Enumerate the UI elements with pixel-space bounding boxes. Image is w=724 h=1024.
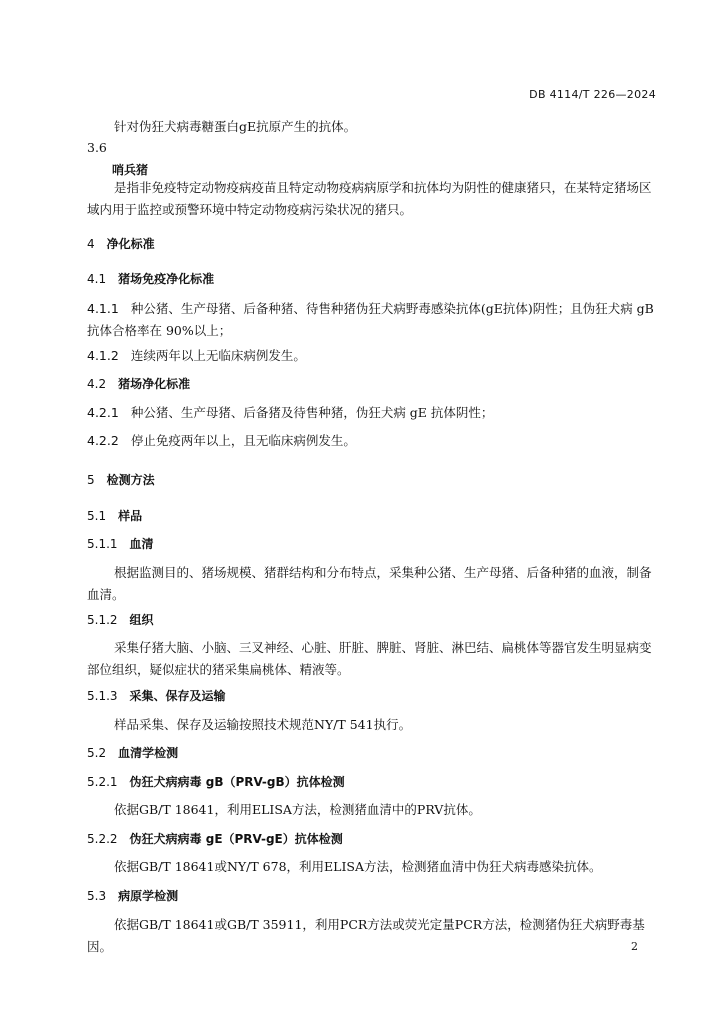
clause-5-1-3-heading bbox=[87, 685, 657, 707]
clause-5-1-2-heading bbox=[87, 609, 657, 631]
clause-title: 伪狂犬病病毒 gE（PRV-gE）抗体检测 bbox=[129, 832, 343, 846]
clause-text: 连续两年以上无临床病例发生。 bbox=[130, 348, 306, 363]
section-4-heading bbox=[87, 233, 657, 255]
clause-5-2-1-heading bbox=[87, 771, 657, 793]
clause-number: 4.1.1 bbox=[87, 301, 119, 316]
clause-4-2-1 bbox=[87, 402, 657, 424]
clause-4-1-1 bbox=[87, 298, 657, 342]
clause-5-2-heading bbox=[87, 742, 657, 764]
clause-5-2-1-text: 依据GB/T 18641，利用ELISA方法，检测猪血清中的PRV抗体。 bbox=[114, 802, 481, 817]
clause-text: 停止免疫两年以上，且无临床病例发生。 bbox=[130, 433, 356, 448]
clause-title: 伪狂犬病病毒 gB（PRV-gB）抗体检测 bbox=[129, 775, 345, 789]
clause-5-3-heading bbox=[87, 885, 657, 907]
clause-4-1-2 bbox=[87, 345, 657, 367]
clause-4-2-heading bbox=[87, 373, 657, 395]
term-definition: 是指非免疫特定动物疫病疫苗且特定动物疫病病原学和抗体均为阴性的健康猪只，在某特定猪场区域内用于监控或预警环境中特定动物疫病污染状况的猪只。 bbox=[87, 180, 652, 217]
clause-title: 血清 bbox=[129, 537, 154, 551]
clause-number-3-6: 3.6 bbox=[87, 140, 107, 155]
clause-number: 5.1.3 bbox=[87, 689, 118, 703]
clause-number: 5.2 bbox=[87, 746, 107, 760]
clause-text: 种公猪、生产母猪、后备种猪、待售种猪伪狂犬病野毒感染抗体(gE抗体)阴性；且伪狂犬病 gB 抗体合格率在 90%以上； bbox=[87, 301, 654, 338]
clause-4-1-heading bbox=[87, 268, 657, 290]
clause-number: 4.2 bbox=[87, 377, 107, 391]
definition-continuation: 针对伪狂犬病毒糖蛋白gE抗原产生的抗体。 bbox=[114, 119, 357, 134]
page-number: 2 bbox=[631, 940, 638, 953]
clause-5-1-1-text: 根据监测目的、猪场规模、猪群结构和分布特点，采集种公猪、生产母猪、后备种猪的血液，制备血清。 bbox=[87, 565, 652, 602]
clause-5-2-2-text: 依据GB/T 18641或NY/T 678，利用ELISA方法，检测猪血清中伪狂犬病毒感染抗体。 bbox=[114, 859, 602, 874]
section-number: 4 bbox=[87, 237, 95, 251]
clause-number: 5.1 bbox=[87, 509, 107, 523]
clause-4-2-2 bbox=[87, 430, 657, 452]
clause-number: 4.1 bbox=[87, 272, 107, 286]
clause-number: 4.2.1 bbox=[87, 405, 119, 420]
clause-title: 病原学检测 bbox=[118, 889, 179, 903]
clause-title: 组织 bbox=[129, 613, 154, 627]
clause-5-1-heading bbox=[87, 505, 657, 527]
clause-5-1-1-heading bbox=[87, 533, 657, 555]
clause-number: 5.1.2 bbox=[87, 613, 118, 627]
section-title: 检测方法 bbox=[106, 473, 155, 487]
clause-text: 种公猪、生产母猪、后备猪及待售种猪，伪狂犬病 gE 抗体阴性； bbox=[130, 405, 494, 420]
clause-5-1-2-text: 采集仔猪大脑、小脑、三叉神经、心脏、肝脏、脾脏、肾脏、淋巴结、扁桃体等器官发生明显病变部位组织，疑似症状的猪采集扁桃体、精液等。 bbox=[87, 640, 652, 677]
document-standard-number: DB 4114/T 226—2024 bbox=[529, 88, 656, 101]
section-title: 净化标准 bbox=[106, 237, 155, 251]
clause-number: 5.3 bbox=[87, 889, 107, 903]
clause-title: 血清学检测 bbox=[118, 746, 179, 760]
clause-number: 4.1.2 bbox=[87, 348, 119, 363]
clause-title: 样品 bbox=[118, 509, 143, 523]
clause-title: 猪场免疫净化标准 bbox=[118, 272, 215, 286]
clause-title: 采集、保存及运输 bbox=[129, 689, 226, 703]
section-5-heading bbox=[87, 469, 657, 491]
clause-number: 5.2.1 bbox=[87, 775, 118, 789]
clause-number: 4.2.2 bbox=[87, 433, 119, 448]
clause-number: 5.2.2 bbox=[87, 832, 118, 846]
clause-5-1-3-text: 样品采集、保存及运输按照技术规范NY/T 541执行。 bbox=[114, 717, 412, 732]
term-sentinel-pig: 哨兵猪 bbox=[112, 163, 149, 177]
clause-number: 5.1.1 bbox=[87, 537, 118, 551]
section-number: 5 bbox=[87, 473, 95, 487]
clause-title: 猪场净化标准 bbox=[118, 377, 191, 391]
clause-5-3-text: 依据GB/T 18641或GB/T 35911，利用PCR方法或荧光定量PCR方法，检测猪伪狂犬病野毒基因。 bbox=[87, 917, 645, 954]
clause-5-2-2-heading bbox=[87, 828, 657, 850]
